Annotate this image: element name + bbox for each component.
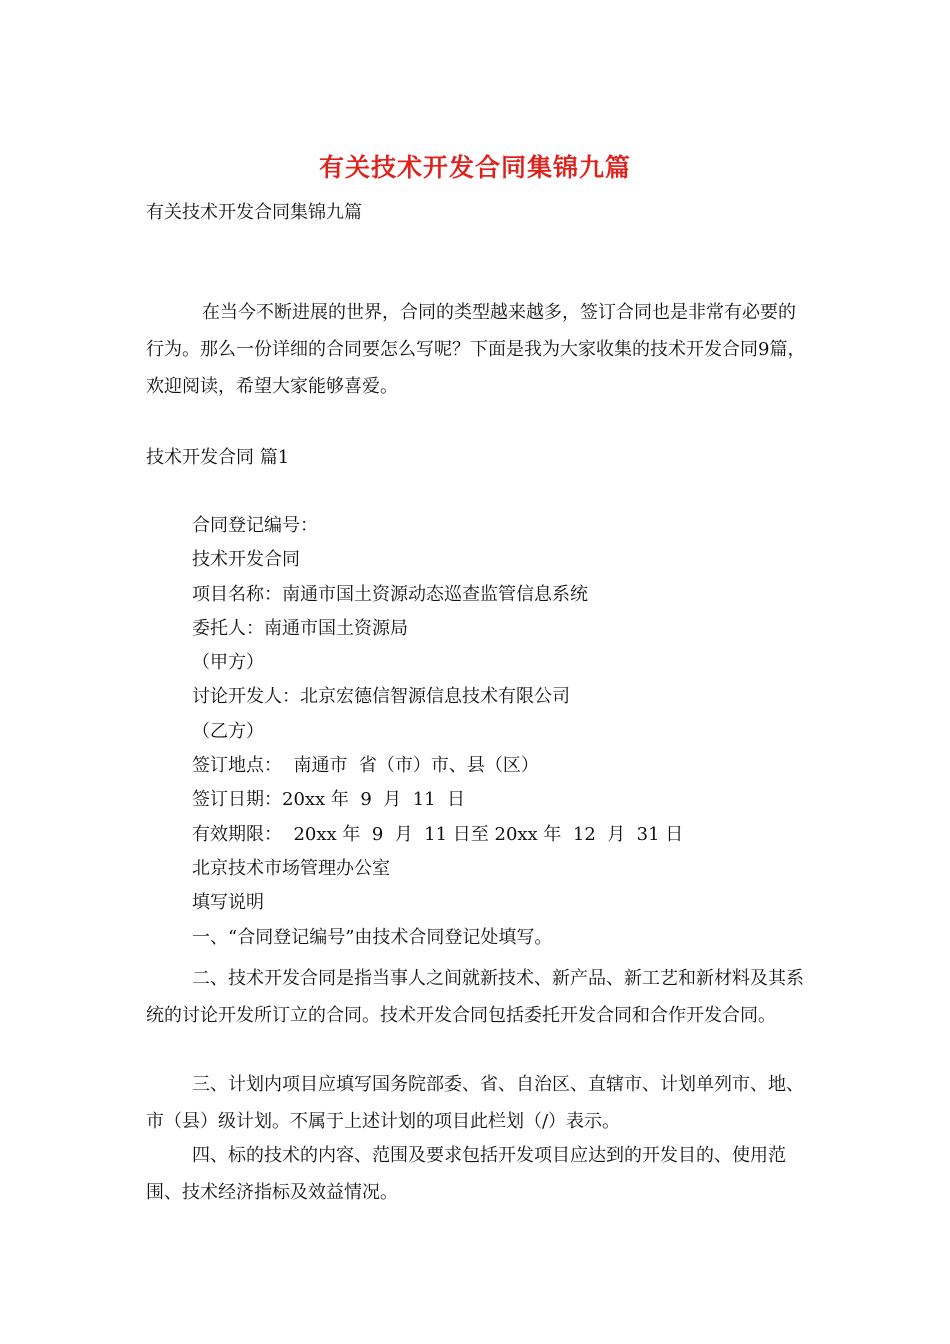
contract-field-list bbox=[192, 509, 683, 955]
section-heading: 技术开发合同 篇1 bbox=[146, 447, 290, 468]
field-contract-type: 技术开发合同 bbox=[192, 549, 300, 571]
field-party-b: （乙方） bbox=[192, 720, 264, 742]
field-validity-period: 有效期限： 20xx 年 9 月 11 日至 20xx 年 12 月 31 日 bbox=[192, 823, 684, 845]
intro-paragraph: 在当今不断进展的世界，合同的类型越来越多，签订合同也是非常有必要的行为。那么一份详细的合同要怎么写呢？下面是我为大家收集的技术开发合同9篇，欢迎阅读，希望大家能够喜爱。 bbox=[146, 302, 806, 397]
note-2: 二、技术开发合同是指当事人之间就新技术、新产品、新工艺和新材料及其系统的讨论开发所订立的合同。技术开发合同包括委托开发合同和合作开发合同。 bbox=[146, 968, 804, 1026]
field-registration-number: 合同登记编号： bbox=[192, 515, 318, 536]
field-signing-place: 签订地点： 南通市 省（市）市、县（区） bbox=[192, 755, 539, 777]
note-3: 三、计划内项目应填写国务院部委、省、自治区、直辖市、计划单列市、地、市（县）级计划。不属于上述计划的项目此栏划（/）表示。 bbox=[146, 1074, 804, 1132]
field-client: 委托人：南通市国土资源局 bbox=[192, 617, 408, 639]
document-title: 有关技术开发合同集锦九篇 bbox=[318, 153, 631, 182]
field-party-a: （甲方） bbox=[192, 652, 264, 674]
note-1: 一、“合同登记编号”由技术合同登记处填写。 bbox=[192, 926, 553, 948]
field-project-name: 项目名称：南通市国土资源动态巡查监管信息系统 bbox=[192, 583, 588, 605]
field-signing-date: 签订日期：20xx 年 9 月 11 日 bbox=[192, 789, 466, 811]
document-subtitle: 有关技术开发合同集锦九篇 bbox=[146, 202, 362, 223]
note-4: 四、标的技术的内容、范围及要求包括开发项目应达到的开发目的、使用范围、技术经济指标及效益情况。 bbox=[146, 1145, 786, 1203]
field-developer: 讨论开发人：北京宏德信智源信息技术有限公司 bbox=[192, 686, 570, 708]
field-issuing-office: 北京技术市场管理办公室 bbox=[192, 857, 390, 879]
field-instructions-heading: 填写说明 bbox=[192, 892, 264, 914]
